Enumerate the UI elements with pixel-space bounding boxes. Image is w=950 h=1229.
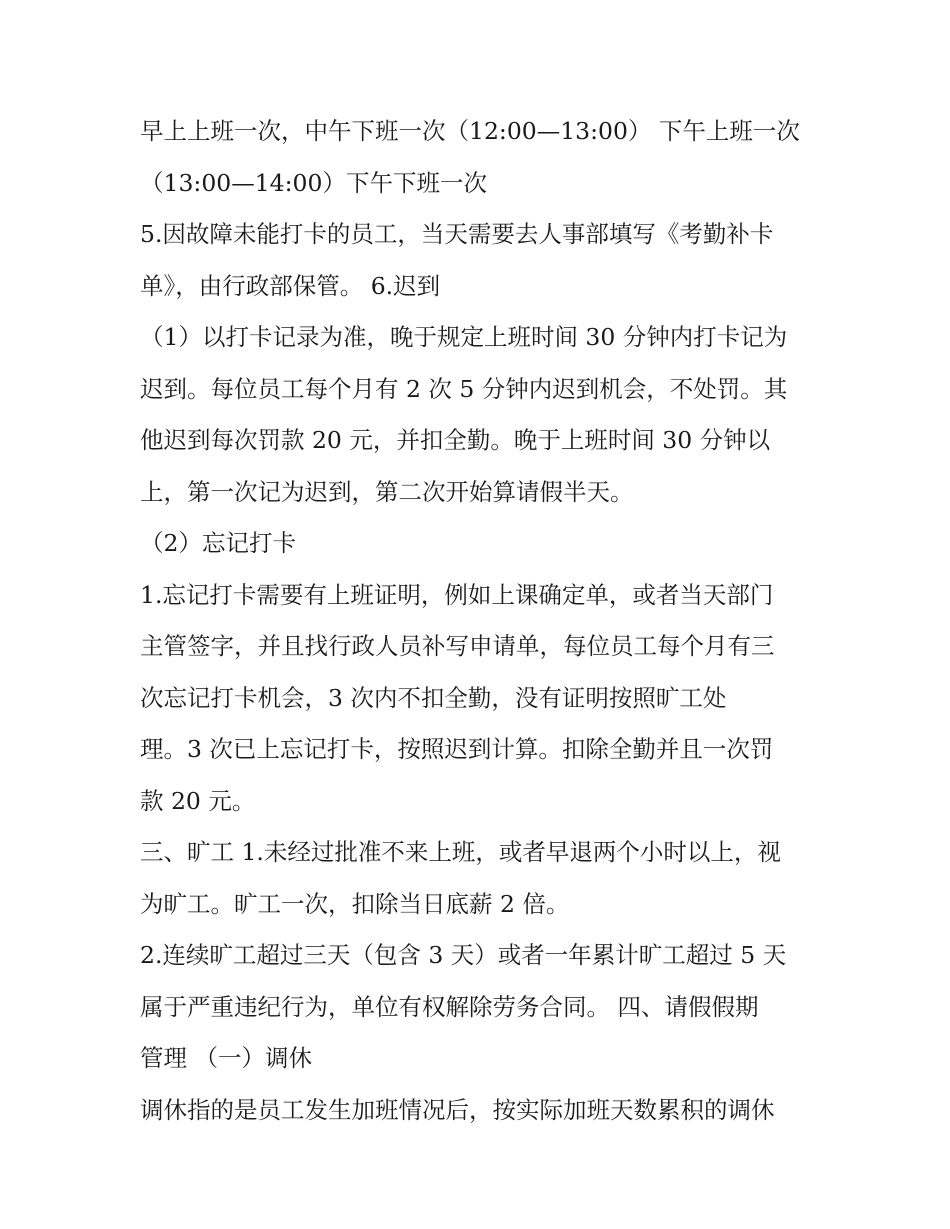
text-line: 次忘记打卡机会，3 次内不扣全勤，没有证明按照旷工处 — [140, 683, 727, 712]
text-line: 三、旷工 1.未经过批准不来上班，或者早退两个小时以上，视 — [140, 838, 781, 866]
text-line: 调休指的是员工发生加班情况后，按实际加班天数累积的调休 — [140, 1095, 775, 1124]
text-line: 迟到。每位员工每个月有 2 次 5 分钟内迟到机会，不处罚。其 — [140, 374, 788, 403]
document-body — [140, 108, 820, 1138]
text-line: 款 20 元。 — [140, 786, 256, 815]
text-line: 理。3 次已上忘记打卡，按照迟到计算。扣除全勤并且一次罚 — [140, 735, 774, 763]
text-line: 他迟到每次罚款 20 元，并扣全勤。晚于上班时间 30 分钟以 — [140, 426, 771, 454]
text-line: 属于严重违纪行为，单位有权解除劳务合同。 四、请假假期 — [140, 992, 759, 1021]
text-line: 5.因故障未能打卡的员工，当天需要去人事部填写《考勤补卡 — [140, 220, 774, 248]
text-line: （2）忘记打卡 — [140, 529, 296, 557]
text-line: 主管签字，并且找行政人员补写申请单，每位员工每个月有三 — [140, 632, 775, 660]
text-line: 早上上班一次，中午下班一次（12:00—13:00） 下午上班一次 — [140, 117, 800, 145]
text-line: 为旷工。旷工一次，扣除当日底薪 2 倍。 — [140, 889, 570, 918]
text-line: 2.连续旷工超过三天（包含 3 天）或者一年累计旷工超过 5 天 — [140, 941, 787, 969]
text-line: （13:00—14:00）下午下班一次 — [140, 168, 487, 197]
text-line: 上，第一次记为迟到，第二次开始算请假半天。 — [140, 477, 634, 506]
text-line: 1.忘记打卡需要有上班证明，例如上课确定单，或者当天部门 — [140, 580, 774, 609]
text-line: 单》，由行政部保管。 6.迟到 — [140, 271, 441, 300]
text-line: 管理 （一）调休 — [140, 1044, 312, 1072]
text-line: （1）以打卡记录为准，晚于规定上班时间 30 分钟内打卡记为 — [140, 323, 788, 351]
